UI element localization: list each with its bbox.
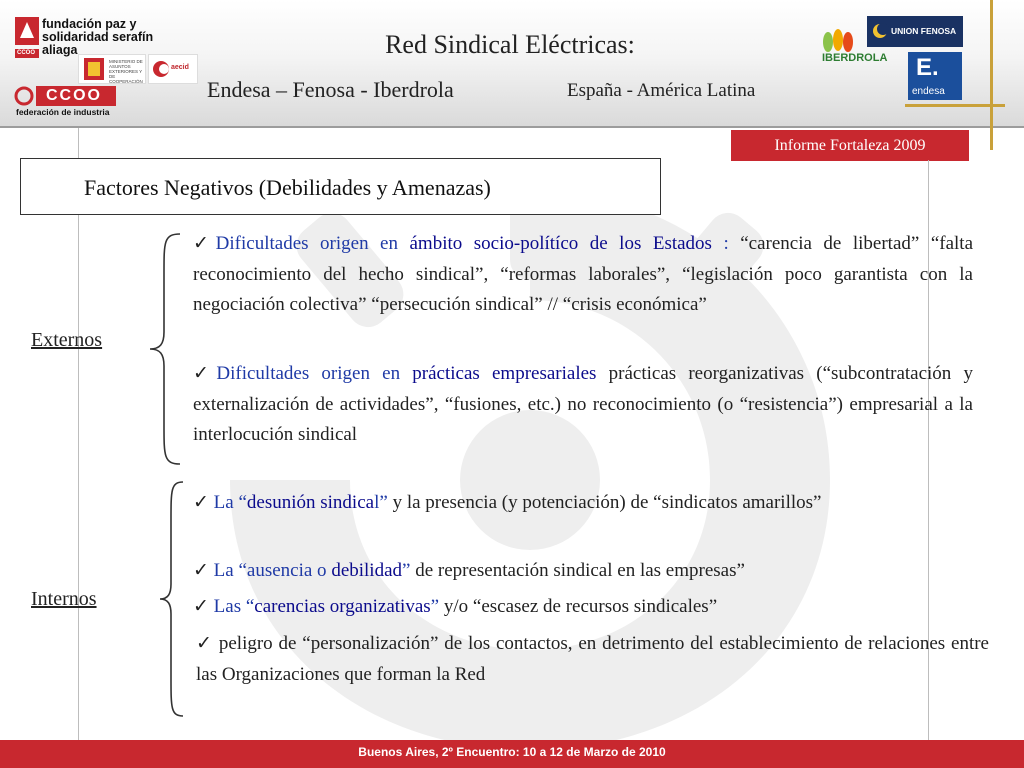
iberdrola-leaves-icon [820,28,860,54]
item-key-term: prácticas empresariales [412,363,597,384]
internos-label: Internos [31,588,97,610]
internos-item-2 [193,556,989,587]
page-title: Red Sindical Eléctricas: [385,30,635,59]
ccoo-federacion-logo [14,86,118,118]
internos-item-1 [193,488,989,519]
ccoo-federacion-text: federación de industria [16,107,110,117]
item-text: y la presencia (y potenciación) de “sindicatos amarillos” [387,492,822,513]
section-title: Factores Negativos (Debilidades y Amenazas) [84,175,491,200]
aecid-logo [148,54,198,84]
internos-brace-icon [157,480,185,718]
check-icon: ✓ [193,363,217,384]
item-key-term: debilidad [331,560,403,581]
item-lead: La “ [208,492,247,513]
item-lead: Dificultades origen en [215,233,410,254]
report-tag: Informe Fortaleza 2009 [731,130,969,161]
item-separator: : [711,233,729,254]
footer-bar [0,740,1024,768]
page-region: España - América Latina [567,80,756,101]
check-icon: ✓ [196,633,214,654]
section-title-box [20,158,661,215]
item-text: “carencia de libertad” “falta reconocimiento del hecho sindical”, “reformas laborales”, “legislación poco garantista con la negociación colectiva” “persecución sindical” // “crisis económica” [193,233,973,315]
item-key-term: carencias organizativas [254,596,431,617]
fundacion-logo-text: fundación paz y solidaridad serafín aliaga [42,17,154,57]
left-guide-line [78,128,79,740]
endesa-mark-text: E. [916,54,939,81]
item-tail: ” [402,560,411,581]
endesa-logo [908,52,962,100]
check-icon: ✓ [193,596,209,617]
item-text: peligro de “personalización” de los contactos, en detrimento del establecimiento de relaciones entre las Organizaciones que forman la Red [196,633,989,685]
internos-item-3 [193,592,989,623]
gold-vertical-line [990,0,993,150]
ministerio-logo [78,54,146,84]
iberdrola-logo-text: IBERDROLA [822,52,888,64]
internos-item-4 [196,629,989,690]
item-tail: ” [430,596,440,617]
aecid-logo-text: aecid [171,64,189,71]
ministerio-logo-text: MINISTERIO DE ASUNTOS EXTERIORES Y DE COOPERACIÓN [109,59,143,84]
externos-item-2 [193,359,973,451]
iberdrola-logo [818,28,906,68]
item-key-term: desunión sindica [246,492,375,513]
header-divider [0,126,1024,128]
item-lead: Las “ [208,596,255,617]
check-icon: ✓ [193,560,209,581]
item-lead: La “ausencia o [208,560,332,581]
item-key-term: ámbito socio-polítíco de los Estados [409,233,712,254]
endesa-logo-text: endesa [912,86,945,97]
item-text: y/o “escasez de recursos sindicales” [439,596,718,617]
coat-of-arms-icon [81,56,107,82]
item-lead: Dificultades origen en [216,363,413,384]
externos-label: Externos [31,329,103,351]
item-text: prácticas reorganizativas (“subcontratación y externalización de actividades”, “fusiones, etc.) no reconocimiento (o “resistencia”) empresarial a la interlocución sindical [193,363,973,445]
item-tail: l” [374,492,388,513]
check-icon: ✓ [193,233,216,254]
fundacion-ccoo-text: CCOO [17,50,35,56]
union-fenosa-logo-text: UNION FENOSA [891,26,957,36]
check-icon: ✓ [193,492,209,513]
footer-text: Buenos Aires, 2º Encuentro: 10 a 12 de Marzo de 2010 [358,745,666,759]
externos-item-1 [193,229,973,321]
gold-horizontal-line [905,104,1005,107]
ccoo-logo-text: CCOO [46,87,102,104]
aecid-emblem-icon [151,59,171,79]
externos-brace-icon [146,232,182,466]
item-text: de representación sindical en las empresas” [410,560,745,581]
page-subtitle: Endesa – Fenosa - Iberdrola [207,77,454,102]
